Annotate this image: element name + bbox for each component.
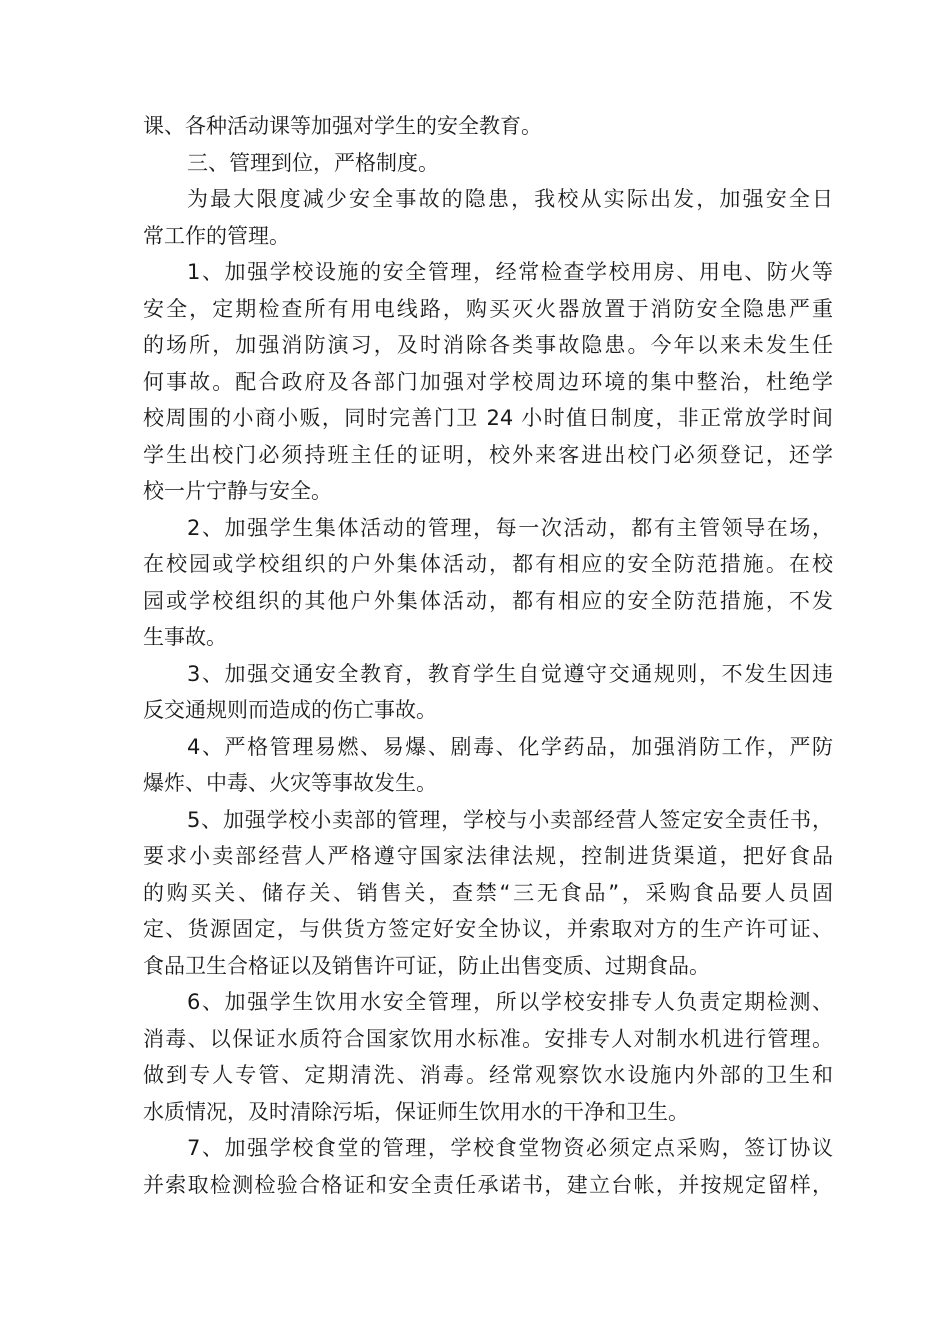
text-line: 4、严格管理易燃、易爆、剧毒、化学药品，加强消防工作，严防 bbox=[187, 734, 833, 759]
text-line: 1、加强学校设施的安全管理，经常检查学校用房、用电、防火等 bbox=[187, 260, 833, 284]
text-line: 生事故。 bbox=[143, 625, 227, 649]
text-line: 消毒、以保证水质符合国家饮用水标准。安排专人对制水机进行管理。 bbox=[143, 1026, 833, 1051]
text-line: 要求小卖部经营人严格遵守国家法律法规，控制进货渠道，把好食品 bbox=[143, 844, 833, 868]
text-line: 定、货源固定，与供货方签定好安全协议，并索取对方的生产许可证、 bbox=[143, 917, 833, 941]
text-line: 5、加强学校小卖部的管理，学校与小卖部经营人签定安全责任书， bbox=[187, 807, 833, 832]
text-line: 爆炸、中毒、火灾等事故发生。 bbox=[143, 771, 437, 795]
text-line: 安全，定期检查所有用电线路，购买灭火器放置于消防安全隐患严重 bbox=[143, 296, 833, 321]
text-line: 常工作的管理。 bbox=[143, 223, 290, 248]
text-line: 的场所，加强消防演习，及时消除各类事故隐患。今年以来未发生任 bbox=[143, 333, 833, 357]
text-line: 在校园或学校组织的户外集体活动，都有相应的安全防范措施。在校 bbox=[143, 552, 833, 576]
text-line: 的购买关、储存关、销售关，查禁“三无食品”，采购食品要人员固 bbox=[143, 880, 833, 905]
text-line: 校周围的小商小贩，同时完善门卫 24 小时值日制度，非正常放学时间 bbox=[143, 406, 833, 430]
text-line: 6、加强学生饮用水安全管理，所以学校安排专人负责定期检测、 bbox=[187, 990, 833, 1014]
text-line: 三、管理到位，严格制度。 bbox=[187, 150, 439, 175]
text-line: 并索取检测检验合格证和安全责任承诺书，建立台帐，并按规定留样， bbox=[143, 1172, 833, 1197]
text-line: 3、加强交通安全教育，教育学生自觉遵守交通规则，不发生因违 bbox=[187, 661, 833, 686]
text-line: 反交通规则而造成的伤亡事故。 bbox=[143, 698, 437, 722]
text-line: 7、加强学校食堂的管理，学校食堂物资必须定点采购，签订协议 bbox=[187, 1136, 833, 1160]
text-line: 水质情况，及时清除污垢，保证师生饮用水的干净和卫生。 bbox=[143, 1099, 689, 1124]
text-line: 何事故。配合政府及各部门加强对学校周边环境的集中整治，杜绝学 bbox=[143, 369, 833, 394]
text-line: 为最大限度减少安全事故的隐患，我校从实际出发，加强安全日 bbox=[187, 187, 833, 211]
text-line: 课、各种活动课等加强对学生的安全教育。 bbox=[143, 114, 542, 138]
text-line: 学生出校门必须持班主任的证明，校外来客进出校门必须登记，还学 bbox=[143, 442, 833, 467]
text-line: 校一片宁静与安全。 bbox=[143, 479, 332, 503]
document-body bbox=[143, 108, 833, 1203]
text-line: 2、加强学生集体活动的管理，每一次活动，都有主管领导在场， bbox=[187, 515, 833, 540]
text-line: 食品卫生合格证以及销售许可证，防止出售变质、过期食品。 bbox=[143, 953, 710, 978]
text-line: 园或学校组织的其他户外集体活动，都有相应的安全防范措施，不发 bbox=[143, 588, 833, 613]
text-line: 做到专人专管、定期清洗、消毒。经常观察饮水设施内外部的卫生和 bbox=[143, 1063, 833, 1087]
